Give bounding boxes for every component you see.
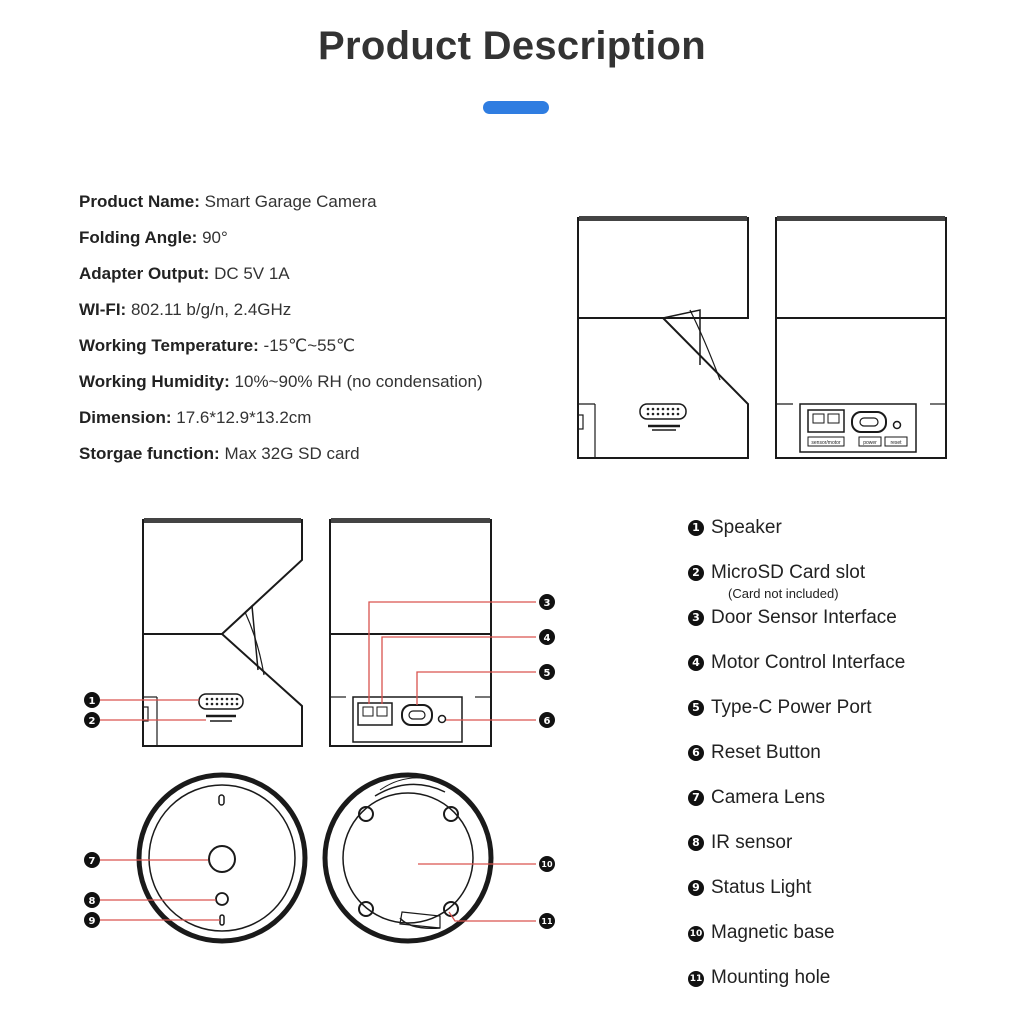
- svg-text:4: 4: [543, 633, 551, 644]
- camera-front-face: [139, 775, 305, 941]
- legend-item-status-light: 9 Status Light: [688, 877, 905, 922]
- camera-back-view-annotated: [330, 518, 491, 746]
- camera-back-view-top: [776, 216, 946, 458]
- svg-text:7: 7: [88, 856, 96, 867]
- legend-item-magnetic-base: 10 Magnetic base: [689, 922, 835, 943]
- badge-9: [84, 912, 100, 928]
- legend-item-motor-control: 4 Motor Control Interface: [688, 652, 905, 697]
- page-title: Product Description: [318, 24, 706, 68]
- badge-2: [84, 712, 100, 728]
- svg-text:8: 8: [88, 896, 96, 907]
- svg-text:9: 9: [88, 916, 96, 927]
- legend-item-ir-sensor: 8 IR sensor: [688, 832, 905, 877]
- legend-item-type-c-port: 5 Type-C Power Port: [688, 697, 905, 742]
- port-label-power: power: [863, 440, 877, 446]
- feature-legend: [688, 517, 905, 1012]
- spec-working-temperature: Working Temperature: -15℃~55℃: [79, 336, 356, 355]
- badge-1: [84, 692, 100, 708]
- spec-folding-angle: Folding Angle: 90°: [79, 228, 228, 247]
- spec-adapter-output: Adapter Output: DC 5V 1A: [79, 264, 290, 283]
- svg-text:3: 3: [543, 598, 551, 609]
- badge-11: [539, 913, 555, 929]
- legend-item-microsd-slot: 2 MicroSD Card slot (Card not included): [688, 562, 905, 607]
- badge-10: [539, 856, 555, 872]
- spec-dimension: Dimension: 17.6*12.9*13.2cm: [79, 408, 312, 427]
- spec-product-name: Product Name: Smart Garage Camera: [79, 192, 377, 211]
- spec-storage-function: Storgae function: Max 32G SD card: [79, 444, 360, 463]
- camera-magnetic-base: [325, 775, 491, 941]
- badge-5: [539, 664, 555, 680]
- camera-side-view-annotated: [143, 518, 302, 746]
- badge-7: [84, 852, 100, 868]
- legend-note: (Card not included): [728, 586, 839, 601]
- svg-text:2: 2: [88, 716, 96, 727]
- badge-8: [84, 892, 100, 908]
- port-label-reset: reset: [890, 440, 902, 446]
- legend-item-reset-button: 6 Reset Button: [688, 742, 905, 787]
- port-label-sensor-motor: sensor/motor: [811, 440, 841, 446]
- legend-item-door-sensor: 3 Door Sensor Interface: [688, 607, 905, 652]
- svg-text:10: 10: [541, 860, 553, 869]
- svg-text:1: 1: [88, 696, 96, 707]
- legend-item-mounting-hole: 11 Mounting hole: [689, 967, 831, 988]
- svg-text:5: 5: [543, 668, 551, 679]
- badge-6: [539, 712, 555, 728]
- legend-item-speaker: 1 Speaker: [688, 517, 905, 562]
- camera-side-view-top: [578, 216, 748, 458]
- svg-text:11: 11: [541, 917, 553, 926]
- badge-3: [539, 594, 555, 610]
- svg-text:6: 6: [543, 716, 551, 727]
- legend-item-camera-lens: 7 Camera Lens: [688, 787, 905, 832]
- spec-wifi: WI-FI: 802.11 b/g/n, 2.4GHz: [79, 300, 292, 319]
- spec-working-humidity: Working Humidity: 10%~90% RH (no condensation): [79, 372, 483, 391]
- badge-4: [539, 629, 555, 645]
